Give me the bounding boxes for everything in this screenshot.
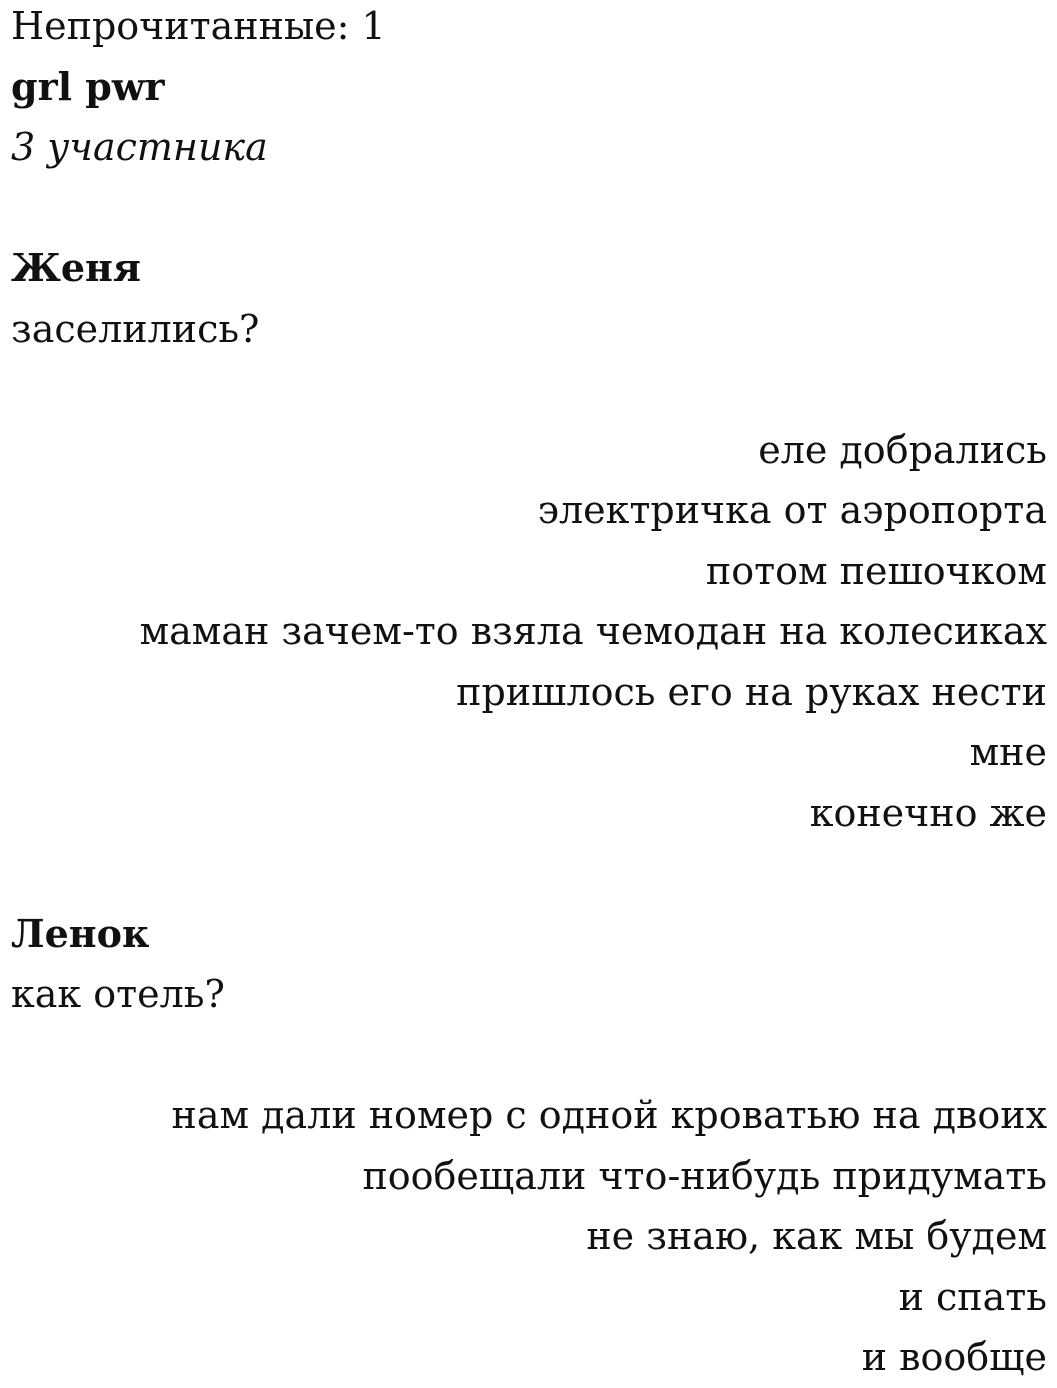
message-line: нам дали номер с одной кроватью на двоих	[171, 1093, 1047, 1137]
sender-name[interactable]: Ленок	[11, 910, 150, 956]
message-line: мне	[969, 730, 1047, 774]
unread-count: Непрочитанные: 1	[11, 4, 386, 48]
spacer	[11, 178, 1047, 239]
message-line: пообещали что-нибудь придумать	[362, 1153, 1047, 1198]
sender-name[interactable]: Женя	[11, 245, 141, 290]
message-line: заселились?	[11, 306, 260, 351]
message-line: и вообще	[861, 1335, 1047, 1379]
message-group-outgoing	[11, 1085, 1047, 1388]
message-line: конечно же	[809, 790, 1047, 835]
message-line: маман зачем-то взяла чемодан на колесиках	[139, 609, 1047, 653]
chat-title[interactable]: grl pwr	[11, 63, 165, 109]
spacer	[11, 843, 1047, 904]
message-group-outgoing	[11, 420, 1047, 844]
message-line: как отель?	[11, 972, 225, 1016]
message-line: пришлось его на руках нести	[456, 669, 1047, 714]
message-group-incoming	[11, 238, 1047, 359]
message-line: не знаю, как мы будем	[586, 1214, 1047, 1258]
participants-count[interactable]: 3 участника	[11, 125, 268, 169]
message-line: электричка от аэропорта	[537, 488, 1047, 532]
message-group-incoming	[11, 904, 1047, 1025]
message-line: и спать	[898, 1274, 1047, 1319]
message-line: потом пешочком	[705, 548, 1047, 593]
message-line: еле добрались	[758, 427, 1047, 472]
spacer	[11, 1025, 1047, 1086]
spacer	[11, 359, 1047, 420]
